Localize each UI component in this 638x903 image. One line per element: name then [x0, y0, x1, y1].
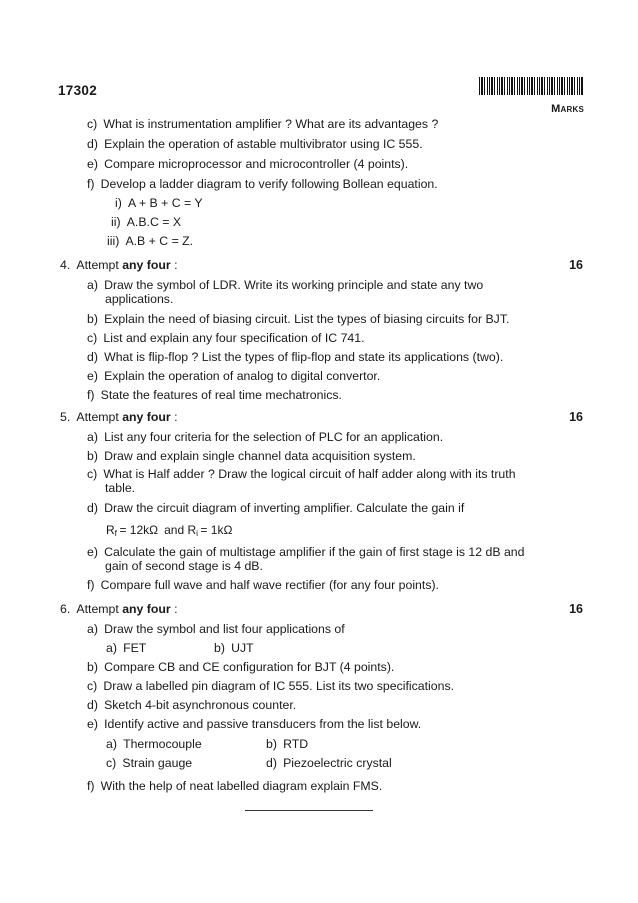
q3-item-e: e) Compare microprocessor and microcontroller (4 points).	[87, 157, 409, 171]
q6-item-f: f) With the help of neat labelled diagram explain FMS.	[87, 779, 383, 793]
formula-r: R	[106, 523, 115, 537]
q6-item-d: d) Sketch 4-bit asynchronous counter.	[87, 698, 297, 712]
q4-item-b: b) Explain the need of biasing circuit. List the types of biasing circuits for BJT.	[87, 312, 510, 326]
q4-item-d: d) What is flip-flop ? List the types of flip-flop and state its applications (two).	[87, 350, 504, 364]
q6-heading	[60, 602, 178, 616]
q5-any-four: any four	[122, 410, 171, 424]
q3-item-d: d) Explain the operation of astable multivibrator using IC 555.	[87, 137, 423, 151]
q5-item-f: f) Compare full wave and half wave rectifier (for any four points).	[87, 578, 439, 592]
q4-item-c: c) List and explain any four specification of IC 741.	[87, 331, 365, 345]
q5-item-b: b) Draw and explain single channel data acquisition system.	[87, 449, 416, 463]
q6-number: 6. Attempt	[60, 602, 123, 616]
formula-sub-i: i	[196, 528, 199, 538]
q6-colon: :	[170, 602, 178, 616]
paper-code: 17302	[58, 83, 98, 98]
formula-mid: = 12kΩ and R	[117, 523, 197, 537]
q6-item-a: a) Draw the symbol and list four applications of	[87, 622, 345, 636]
q6-any-four: any four	[122, 602, 171, 616]
q5-item-c-cont: table.	[105, 481, 136, 495]
q5-item-a: a) List any four criteria for the selection of PLC for an application.	[87, 430, 444, 444]
q6-item-e: e) Identify active and passive transducers from the list below.	[87, 717, 422, 731]
q5-item-d: d) Draw the circuit diagram of inverting amplifier. Calculate the gain if	[87, 501, 465, 515]
q6-item-a-opt2: b) UJT	[214, 641, 254, 655]
q4-item-f: f) State the features of real time mechatronics.	[87, 388, 342, 402]
q5-number: 5. Attempt	[60, 410, 123, 424]
q3-item-c: c) What is instrumentation amplifier ? What are its advantages ?	[87, 117, 439, 131]
q4-item-a: a) Draw the symbol of LDR. Write its working principle and state any two	[87, 278, 484, 292]
q6-item-b: b) Compare CB and CE configuration for BJT (4 points).	[87, 660, 395, 674]
q3-item-f-ii: ii) A.B.C = X	[111, 215, 182, 229]
q6-marks: 16	[569, 602, 583, 616]
q4-colon: :	[170, 258, 178, 272]
q4-any-four: any four	[122, 258, 171, 272]
q5-heading	[60, 410, 178, 424]
q5-item-c: c) What is Half adder ? Draw the logical circuit of half adder along with its truth	[87, 467, 516, 481]
formula-end: = 1kΩ	[198, 523, 233, 537]
q6-item-e-opt-d: d) Piezoelectric crystal	[266, 756, 392, 770]
q5-colon: :	[170, 410, 178, 424]
q3-item-f-iii: iii) A.B + C = Z.	[107, 234, 194, 248]
barcode-image	[479, 77, 583, 95]
q6-item-e-opt-c: c) Strain gauge	[106, 756, 193, 770]
q4-item-a-cont: applications.	[105, 292, 174, 306]
formula-sub-f: f	[114, 528, 118, 538]
q6-item-e-opt-b: b) RTD	[266, 737, 309, 751]
q6-item-a-opt1: a) FET	[106, 641, 147, 655]
q6-item-e-opt-a: a) Thermocouple	[106, 737, 202, 751]
q4-heading	[60, 258, 178, 272]
q3-item-f: f) Develop a ladder diagram to verify following Bollean equation.	[87, 177, 438, 191]
end-separator-line	[245, 810, 373, 811]
marks-column-label: Marks	[551, 103, 584, 115]
q4-marks: 16	[569, 258, 583, 272]
q5-item-e-cont: gain of second stage is 4 dB.	[105, 559, 263, 573]
q6-item-c: c) Draw a labelled pin diagram of IC 555. List its two specifications.	[87, 679, 455, 693]
q5-marks: 16	[569, 410, 583, 424]
q4-number: 4. Attempt	[60, 258, 123, 272]
q4-item-e: e) Explain the operation of analog to digital convertor.	[87, 369, 381, 383]
q5-item-d-formula	[106, 523, 232, 540]
q5-item-e: e) Calculate the gain of multistage amplifier if the gain of first stage is 12 dB and	[87, 545, 525, 559]
q3-item-f-i: i) A + B + C = Y	[115, 196, 203, 210]
